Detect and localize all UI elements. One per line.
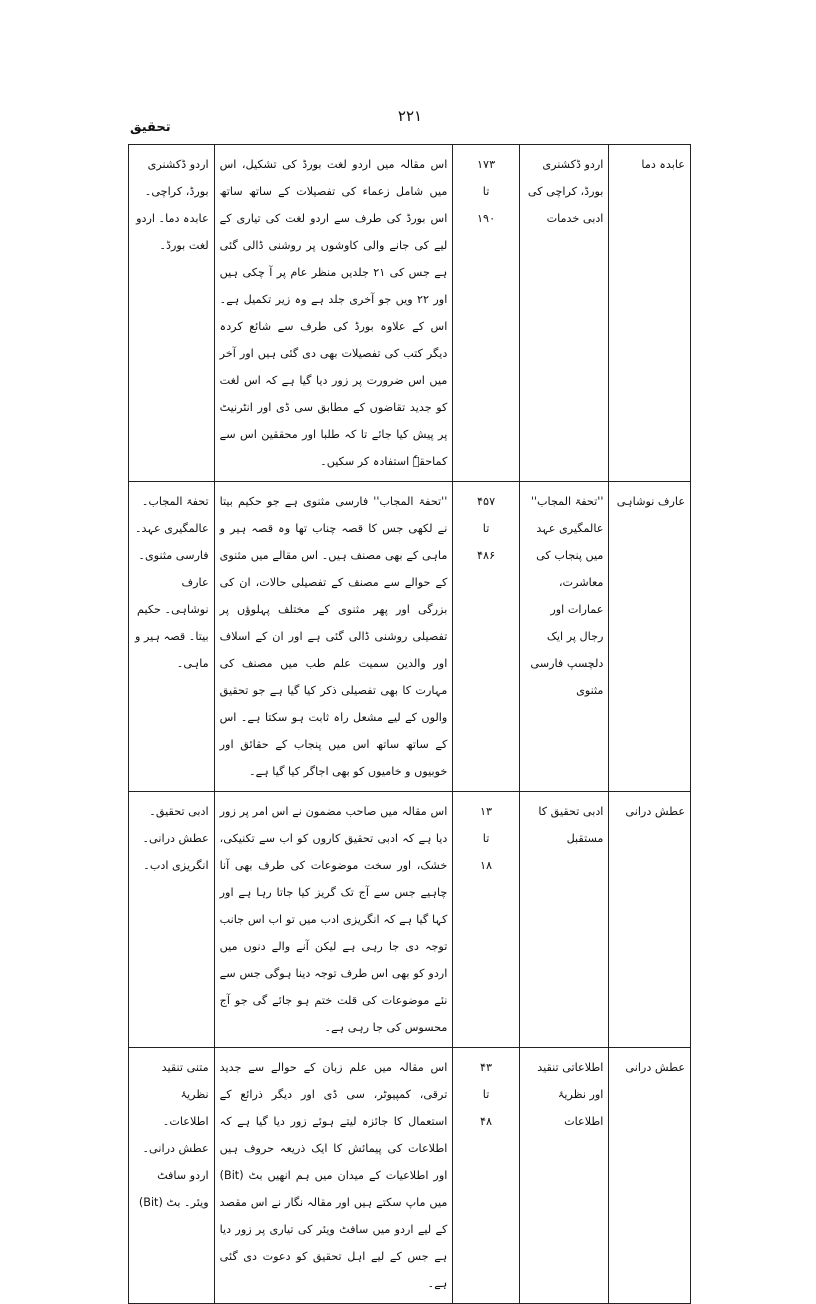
title-cell: ''تحفۃ المجاب'' عالمگیری عہد میں پنجاب کی معاشرت، عمارات اور رجال پر ایک دلچسپ فارسی مثنوی (519, 482, 609, 792)
table-row (129, 792, 691, 1048)
page-start: ۴۵۷ (477, 495, 496, 508)
pages-cell (453, 792, 519, 1048)
page-end: ۱۸ (480, 859, 493, 872)
running-header: تحقیق (130, 120, 171, 135)
keywords-cell: اردو ڈکشنری بورڈ، کراچی۔ عابدہ دما۔ اردو لغت بورڈ۔ (129, 145, 215, 482)
page-separator: تا (482, 185, 490, 198)
table-row (129, 1048, 691, 1304)
author-cell: عطش درانی (609, 792, 691, 1048)
page-separator: تا (482, 1088, 490, 1101)
table-row (129, 145, 691, 482)
title-cell: اطلاعاتی تنقید اور نظریۂ اطلاعات (519, 1048, 609, 1304)
table-row (129, 482, 691, 792)
page-number: ۲۲۱ (397, 107, 423, 125)
page-end: ۴۸ (480, 1115, 493, 1128)
page-end: ۴۸۶ (477, 549, 496, 562)
keywords-cell: تحفۃ المجاب۔ عالمگیری عہد۔ فارسی مثنوی۔ عارف نوشاہی۔ حکیم بیتا۔ قصہ ہیر و ماہی۔ (129, 482, 215, 792)
author-cell: عارف نوشاہی (609, 482, 691, 792)
summary-cell: اس مقالہ میں صاحب مضمون نے اس امر پر زور دیا ہے کہ ادبی تحقیق کاروں کو اب سے تکنیکی، خشک، اور سخت موضوعات کی طرف بھی آنا چاہیے جس سے آج تک گریز کیا جاتا رہا ہے اور کہا گیا ہے کہ انگریزی ادب میں تو اب اس جانب توجہ دی جا رہی ہے لیکن آنے والے دنوں میں اردو کو بھی اس طرف توجہ دینا ہوگی جس سے نئے موضوعات کی قلت ختم ہو جائے گی جو آج محسوس کی جا رہی ہے۔ (214, 792, 453, 1048)
summary-cell: ''تحفۃ المجاب'' فارسی مثنوی ہے جو حکیم بیتا نے لکھی جس کا قصہ چناب تھا وہ قصہ ہیر و ماہی کے بھی مصنف ہیں۔ اس مقالے میں مثنوی کے حوالے سے مصنف کے تفصیلی حالات، ان کی بزرگی اور پھر مثنوی کے مختلف پہلوؤں پر تفصیلی روشنی ڈالی گئی ہے اور ان کے اسلاف اور والدین سمیت علم طب میں مصنف کی مہارت کا بھی تفصیلی ذکر کیا گیا ہے جو تحقیق والوں کے لیے مشعل راہ ثابت ہو سکتا ہے۔ اس کے ساتھ ساتھ اس میں پنجاب کے حقائق اور خوبیوں و خامیوں کو بھی اجاگر کیا گیا ہے۔ (214, 482, 453, 792)
summary-cell: اس مقالہ میں علم زبان کے حوالے سے جدید ترقی، کمپیوٹر، سی ڈی اور دیگر ذرائع کے استعمال کا جائزہ لیتے ہوئے زور دیا گیا ہے کہ اطلاعات کی پیمائش کا ایک ذریعہ حروف ہیں اور اطلاعیات کے میدان میں ہم انھیں بٹ (Bit) میں ماپ سکتے ہیں اور مقالہ نگار نے اس مقصد کے لیے اردو میں سافٹ ویئر کی تیاری پر زور دیا ہے جس کے لیے اہل تحقیق کو دعوت دی گئی ہے۔ (214, 1048, 453, 1304)
page-start: ۱۳ (480, 805, 493, 818)
page-separator: تا (482, 832, 490, 845)
title-cell: ادبی تحقیق کا مستقبل (519, 792, 609, 1048)
page-start: ۱۷۳ (477, 158, 496, 171)
pages-cell (453, 145, 519, 482)
page-end: ۱۹۰ (477, 212, 496, 225)
pages-cell (453, 482, 519, 792)
pages-cell (453, 1048, 519, 1304)
author-cell: عطش درانی (609, 1048, 691, 1304)
keywords-cell: ادبی تحقیق۔ عطش درانی۔ انگریزی ادب۔ (129, 792, 215, 1048)
page-separator: تا (482, 522, 490, 535)
bibliography-table (128, 144, 691, 1304)
summary-cell: اس مقالہ میں اردو لغت بورڈ کی تشکیل، اس میں شامل زعماء کی تفصیلات کے ساتھ ساتھ اس بورڈ کی طرف سے اردو لغت کی تیاری کے لیے کی جانے والی کاوشوں پر روشنی ڈالی گئی ہے جس کی ۲۱ جلدیں منظر عام پر آ چکی ہیں اور ۲۲ ویں جو آخری جلد ہے وہ زیر تکمیل ہے۔ اس کے علاوہ بورڈ کی طرف سے شائع کردہ دیگر کتب کی تفصیلات بھی دی گئی ہیں اور آخر میں اس ضرورت پر زور دیا گیا ہے کہ اس لغت کو جدید تقاضوں کے مطابق سی ڈی اور انٹرنیٹ پر پیش کیا جائے تا کہ طلبا اور محققین اس سے کماحقہٗ استفادہ کر سکیں۔ (214, 145, 453, 482)
page-start: ۴۳ (480, 1061, 493, 1074)
keywords-cell: متنی تنقید نظریۂ اطلاعات۔ عطش درانی۔ اردو سافٹ ویئر۔ بٹ (Bit) (129, 1048, 215, 1304)
title-cell: اردو ڈکشنری بورڈ، کراچی کی ادبی خدمات (519, 145, 609, 482)
author-cell: عابدہ دما (609, 145, 691, 482)
